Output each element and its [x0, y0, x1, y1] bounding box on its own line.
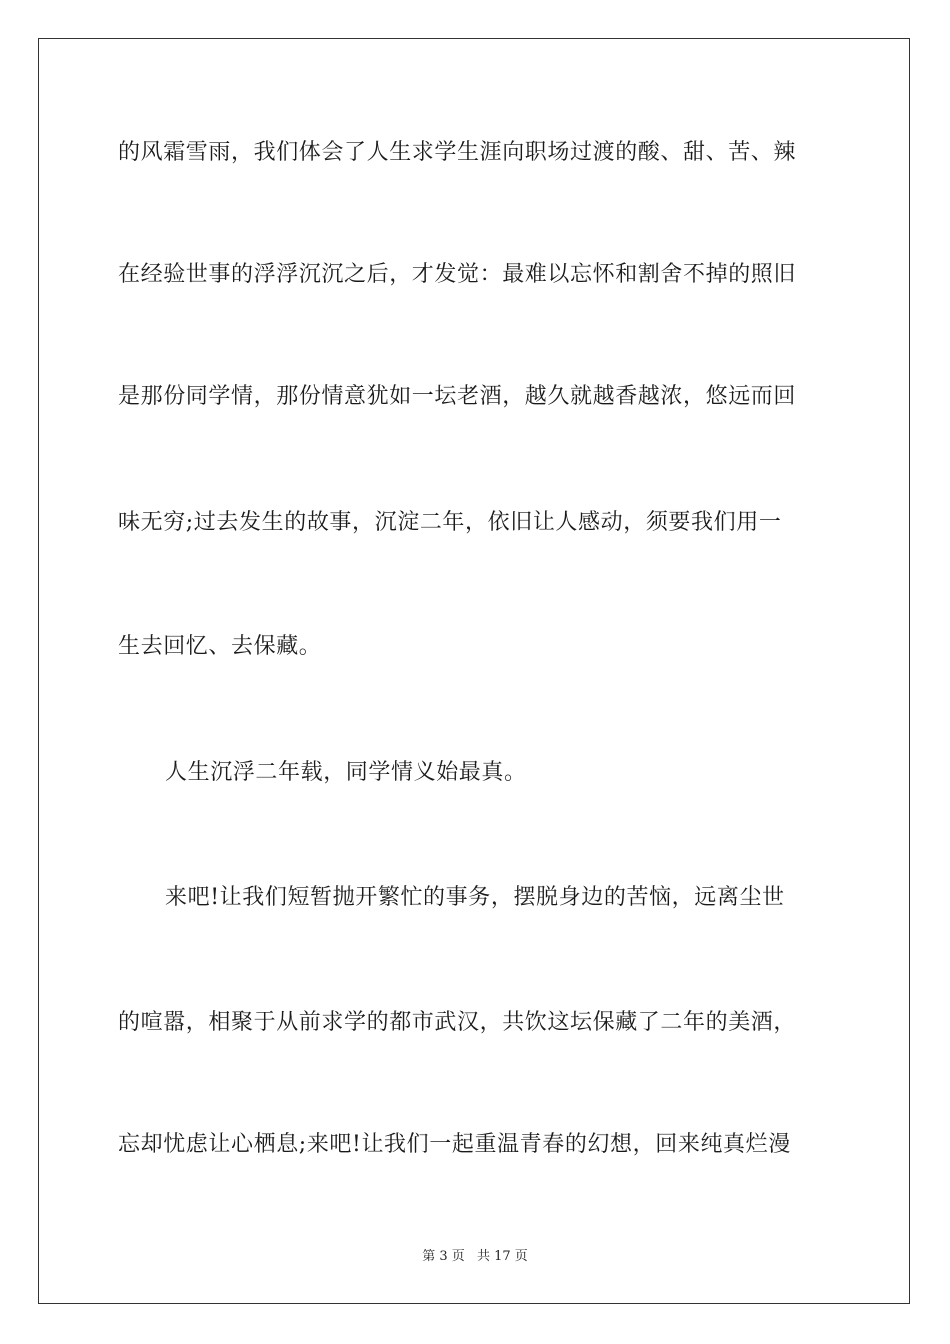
body-text-line-6: 的喧嚣，相聚于从前求学的都市武汉，共饮这坛保藏了二年的美酒，	[118, 1010, 797, 1035]
page-total: 共 17 页	[476, 1249, 528, 1264]
body-text-line-4: 味无穷;过去发生的故事，沉淀二年，依旧让人感动，须要我们用一	[118, 510, 782, 535]
body-text-line-3: 是那份同学情，那份情意犹如一坛老酒，越久就越香越浓，悠远而回	[118, 384, 797, 409]
page-border	[38, 38, 910, 1304]
page-number: 第 3 页	[422, 1249, 465, 1264]
page-footer	[0, 1248, 950, 1266]
body-text-line-1: 的风霜雪雨，我们体会了人生求学生涯向职场过渡的酸、甜、苦、辣	[118, 140, 797, 165]
body-text-line-7: 忘却忧虑让心栖息;来吧!让我们一起重温青春的幻想，回来纯真烂漫	[118, 1132, 791, 1157]
body-text-line-5: 生去回忆、去保藏。	[118, 634, 322, 659]
body-text-line-2: 在经验世事的浮浮沉沉之后，才发觉：最难以忘怀和割舍不掉的照旧	[118, 262, 797, 287]
paragraph-line-1: 人生沉浮二年载，同学情义始最真。	[165, 760, 527, 785]
paragraph-line-2: 来吧!让我们短暂抛开繁忙的事务，摆脱身边的苦恼，远离尘世	[165, 885, 785, 910]
